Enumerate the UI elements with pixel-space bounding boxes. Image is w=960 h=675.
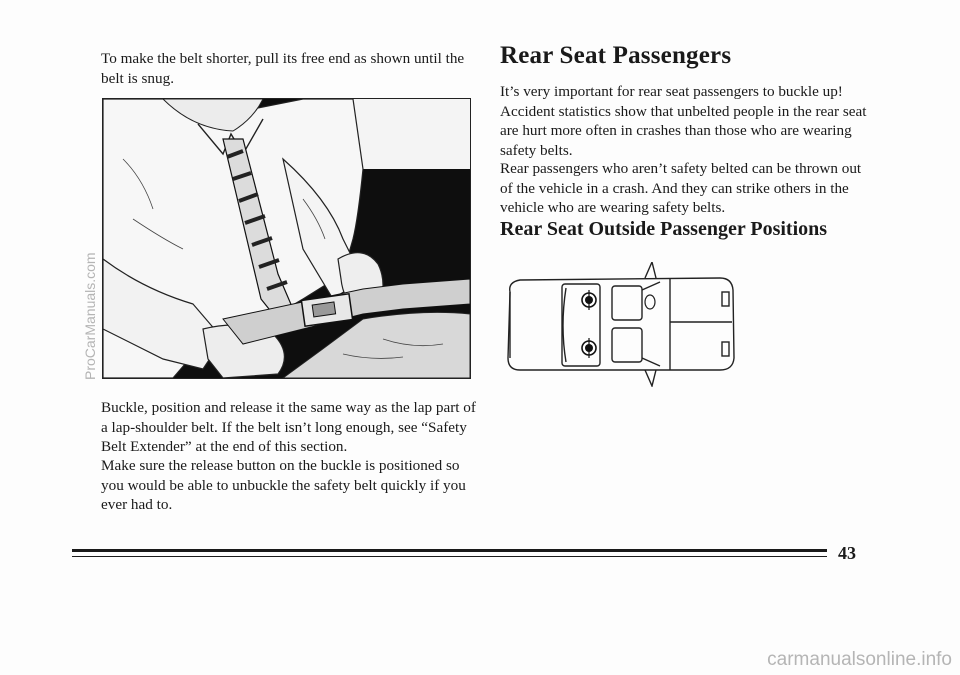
- belt-shorten-paragraph: To make the belt shorter, pull its free end as shown until the belt is snug.: [101, 50, 465, 87]
- subsection-heading: Rear Seat Outside Passenger Positions: [500, 218, 828, 240]
- side-watermark: ProCarManuals.com: [82, 252, 98, 380]
- belt-buckling-illustration: [102, 98, 471, 379]
- seating-positions-diagram: [500, 262, 740, 387]
- page-number: 43: [838, 543, 856, 563]
- buckle-position-paragraph: Buckle, position and release it the same way as the lap part of a lap-shoulder belt. If the belt isn’t long enough, see “Safety Belt Extender” at the end of this section.: [101, 399, 476, 455]
- section-heading: Rear Seat Passengers: [500, 42, 732, 69]
- bottom-watermark: carmanualsonline.info: [767, 649, 952, 670]
- footer-rule-thin: [72, 556, 827, 557]
- footer-rule-thick: [72, 549, 827, 552]
- release-button-paragraph: Make sure the release button on the buckle is positioned so you would be able to unbuckle the safety belt quickly if you ever had to.: [101, 457, 466, 513]
- unbelted-risk-paragraph: Rear passengers who aren’t safety belted can be thrown out of the vehicle in a crash. And they can strike others in the vehicle who are wearing safety belts.: [500, 160, 862, 216]
- rear-seat-importance-paragraph: It’s very important for rear seat passengers to buckle up! Accident statistics show that unbelted people in the rear seat are hurt more often in crashes than those who are wearing safety belts.: [500, 83, 867, 159]
